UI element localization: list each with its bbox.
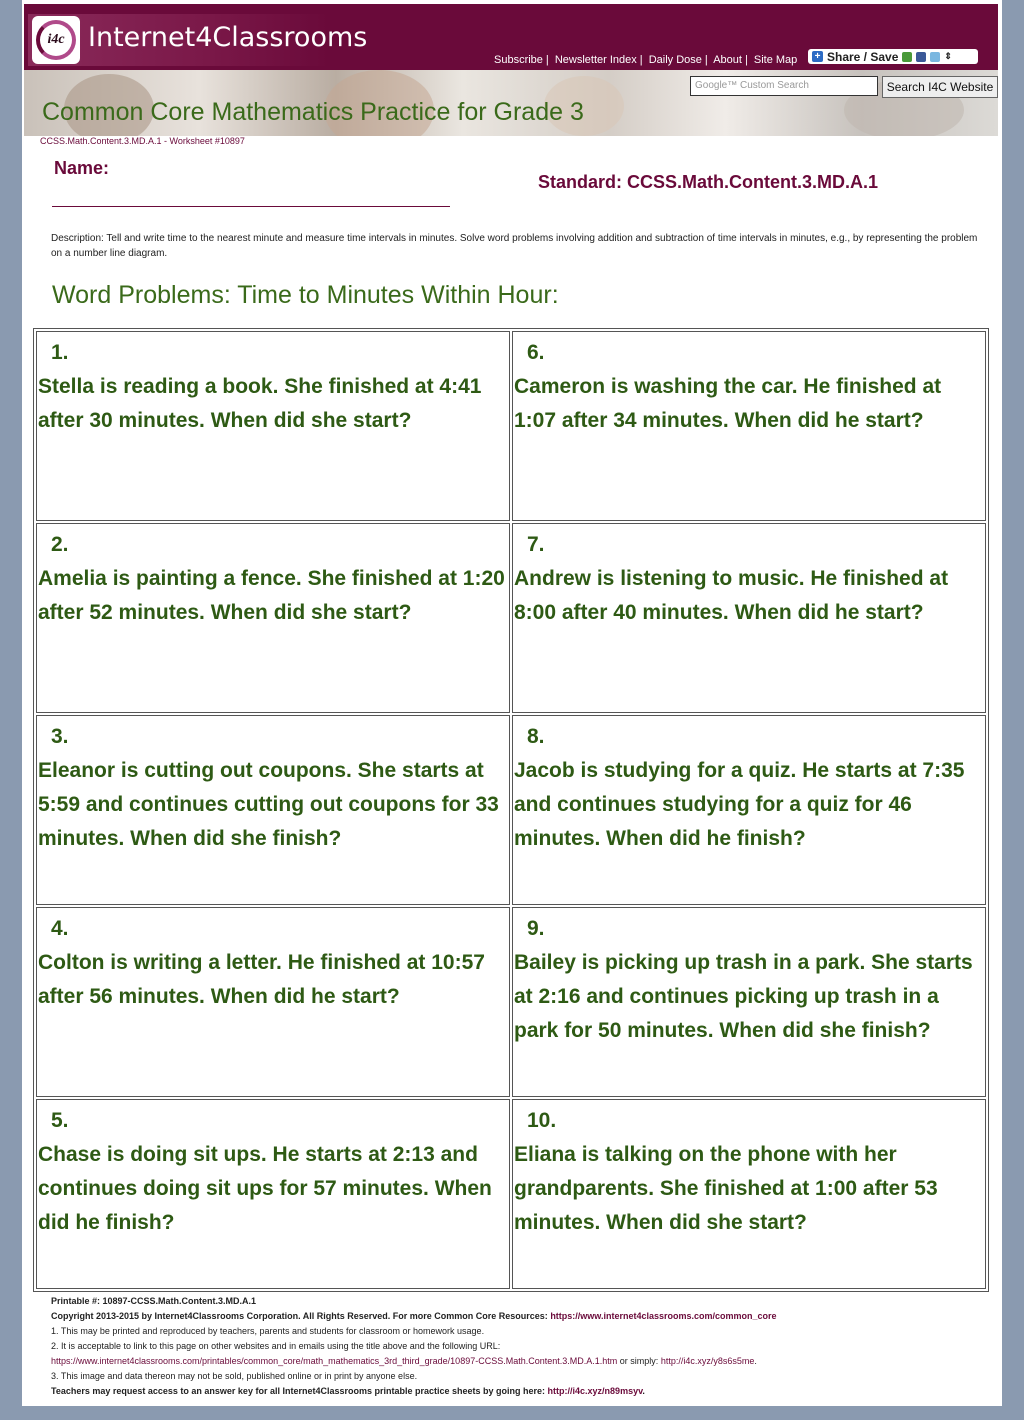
problem-number: 10.	[527, 1109, 557, 1132]
problems-table	[33, 328, 989, 1292]
refresh-icon	[902, 52, 912, 62]
search-button[interactable]: Search I4C Website	[882, 76, 998, 98]
problem-number: 6.	[527, 341, 545, 364]
problem-text: Andrew is listening to music. He finished at 8:00 after 40 minutes. When did he start?	[514, 567, 949, 624]
problem-text: Chase is doing sit ups. He starts at 2:13 and continues doing sit ups for 57 minutes. When did he finish?	[38, 1143, 492, 1234]
nav-newsletter-index[interactable]: Newsletter Index	[554, 54, 637, 66]
nav-subscribe[interactable]: Subscribe	[494, 54, 543, 66]
share-save-button[interactable]: + Share / Save ⇕	[808, 49, 978, 64]
worksheet-page	[22, 0, 1002, 1406]
search-input[interactable]: Google™ Custom Search	[690, 76, 878, 96]
worksheet-ref: CCSS.Math.Content.3.MD.A.1 - Worksheet #10897	[40, 136, 245, 146]
name-label: Name:	[54, 158, 110, 178]
problem-number: 2.	[51, 533, 69, 556]
problem-text: Eleanor is cutting out coupons. She starts at 5:59 and continues cutting out coupons for 33 minutes. When did she finish?	[38, 759, 499, 850]
page-title: Common Core Mathematics Practice for Grade 3	[42, 98, 584, 126]
problem-cell	[512, 523, 986, 713]
worksheet-url-link[interactable]: https://www.internet4classrooms.com/printables/common_core/math_mathematics_3rd_third_grade/10897-CCSS.Math.Content.3.MD.A.1.htm	[51, 1356, 618, 1366]
url-line: https://www.internet4classrooms.com/printables/common_core/math_mathematics_3rd_third_grade/10897-CCSS.Math.Content.3.MD.A.1.htm or simply: http://i4c.xyz/y8s6s5me.	[51, 1356, 757, 1366]
footer	[51, 1294, 981, 1399]
problem-number: 9.	[527, 917, 545, 940]
problem-cell	[36, 1099, 510, 1289]
problem-text: Stella is reading a book. She finished at 4:41 after 30 minutes. When did she start?	[38, 375, 482, 432]
standard-label: Standard: CCSS.Math.Content.3.MD.A.1	[538, 172, 879, 192]
problem-text: Jacob is studying for a quiz. He starts at 7:35 and continues studying for a quiz for 46 minutes. When did he finish?	[514, 759, 965, 850]
description: Description: Tell and write time to the nearest minute and measure time intervals in minutes. Solve word problems involving addition and subtraction of time intervals in minutes, e.g., by representing the problem on a number line diagram.	[51, 233, 978, 259]
usage-note-1: 1. This may be printed and reproduced by teachers, parents and students for classroom or homework usage.	[51, 1326, 485, 1336]
plus-icon: +	[812, 51, 823, 62]
problem-number: 4.	[51, 917, 69, 940]
nav-about[interactable]: About	[713, 54, 742, 66]
common-core-link[interactable]: https://www.internet4classrooms.com/common_core	[550, 1311, 777, 1321]
problem-cell	[36, 523, 510, 713]
answer-key-line: Teachers may request access to an answer key for all Internet4Classrooms printable practice sheets by going here: http://i4c.xyz/n89msyv.	[51, 1386, 645, 1396]
logo-text: Internet4Classrooms	[88, 22, 368, 53]
usage-note-2: 2. It is acceptable to link to this page on other websites and in emails using the title above and the following URL:	[51, 1341, 501, 1351]
problem-cell	[512, 907, 986, 1097]
copyright-line: Copyright 2013-2015 by Internet4Classrooms Corporation. All Rights Reserved. For more Common Core Resources: https://www.internet4classrooms.com/common_core	[51, 1311, 777, 1321]
problem-number: 8.	[527, 725, 545, 748]
logo-icon: i4c	[32, 16, 80, 64]
nav-site-map[interactable]: Site Map	[753, 54, 798, 66]
name-line	[52, 206, 450, 207]
problem-cell	[512, 331, 986, 521]
problem-text: Colton is writing a letter. He finished at 10:57 after 56 minutes. When did he start?	[38, 951, 485, 1008]
problem-number: 3.	[51, 725, 69, 748]
problem-text: Cameron is washing the car. He finished at 1:07 after 34 minutes. When did he start?	[514, 375, 942, 432]
problem-cell	[36, 907, 510, 1097]
problem-text: Eliana is talking on the phone with her grandparents. She finished at 1:00 after 53 minutes. When did she start?	[514, 1143, 938, 1234]
problem-cell	[512, 1099, 986, 1289]
problem-cell	[36, 715, 510, 905]
logo[interactable]	[28, 14, 368, 66]
facebook-icon	[916, 52, 926, 62]
problem-cell	[512, 715, 986, 905]
problem-number: 7.	[527, 533, 545, 556]
short-url-link[interactable]: http://i4c.xyz/y8s6s5me	[660, 1356, 755, 1366]
twitter-icon	[930, 52, 940, 62]
site-header	[24, 4, 998, 136]
usage-note-3: 3. This image and data thereon may not be sold, published online or in print by anyone else.	[51, 1371, 418, 1381]
printable-number: Printable #: 10897-CCSS.Math.Content.3.MD.A.1	[51, 1296, 257, 1306]
dropdown-icon: ⇕	[944, 51, 952, 61]
problem-number: 5.	[51, 1109, 69, 1132]
problem-text: Bailey is picking up trash in a park. She starts at 2:16 and continues picking up trash in a park for 50 minutes. When did she finish?	[514, 951, 973, 1042]
top-nav: Subscribe | Newsletter Index | Daily Dose | About | Site Map	[494, 54, 798, 66]
problem-cell	[36, 331, 510, 521]
section-title: Word Problems: Time to Minutes Within Hour:	[52, 281, 559, 309]
answer-key-link[interactable]: http://i4c.xyz/n89msyv	[547, 1386, 643, 1396]
problem-number: 1.	[51, 341, 69, 364]
problem-text: Amelia is painting a fence. She finished at 1:20 after 52 minutes. When did she start?	[38, 567, 505, 624]
nav-daily-dose[interactable]: Daily Dose	[648, 54, 702, 66]
